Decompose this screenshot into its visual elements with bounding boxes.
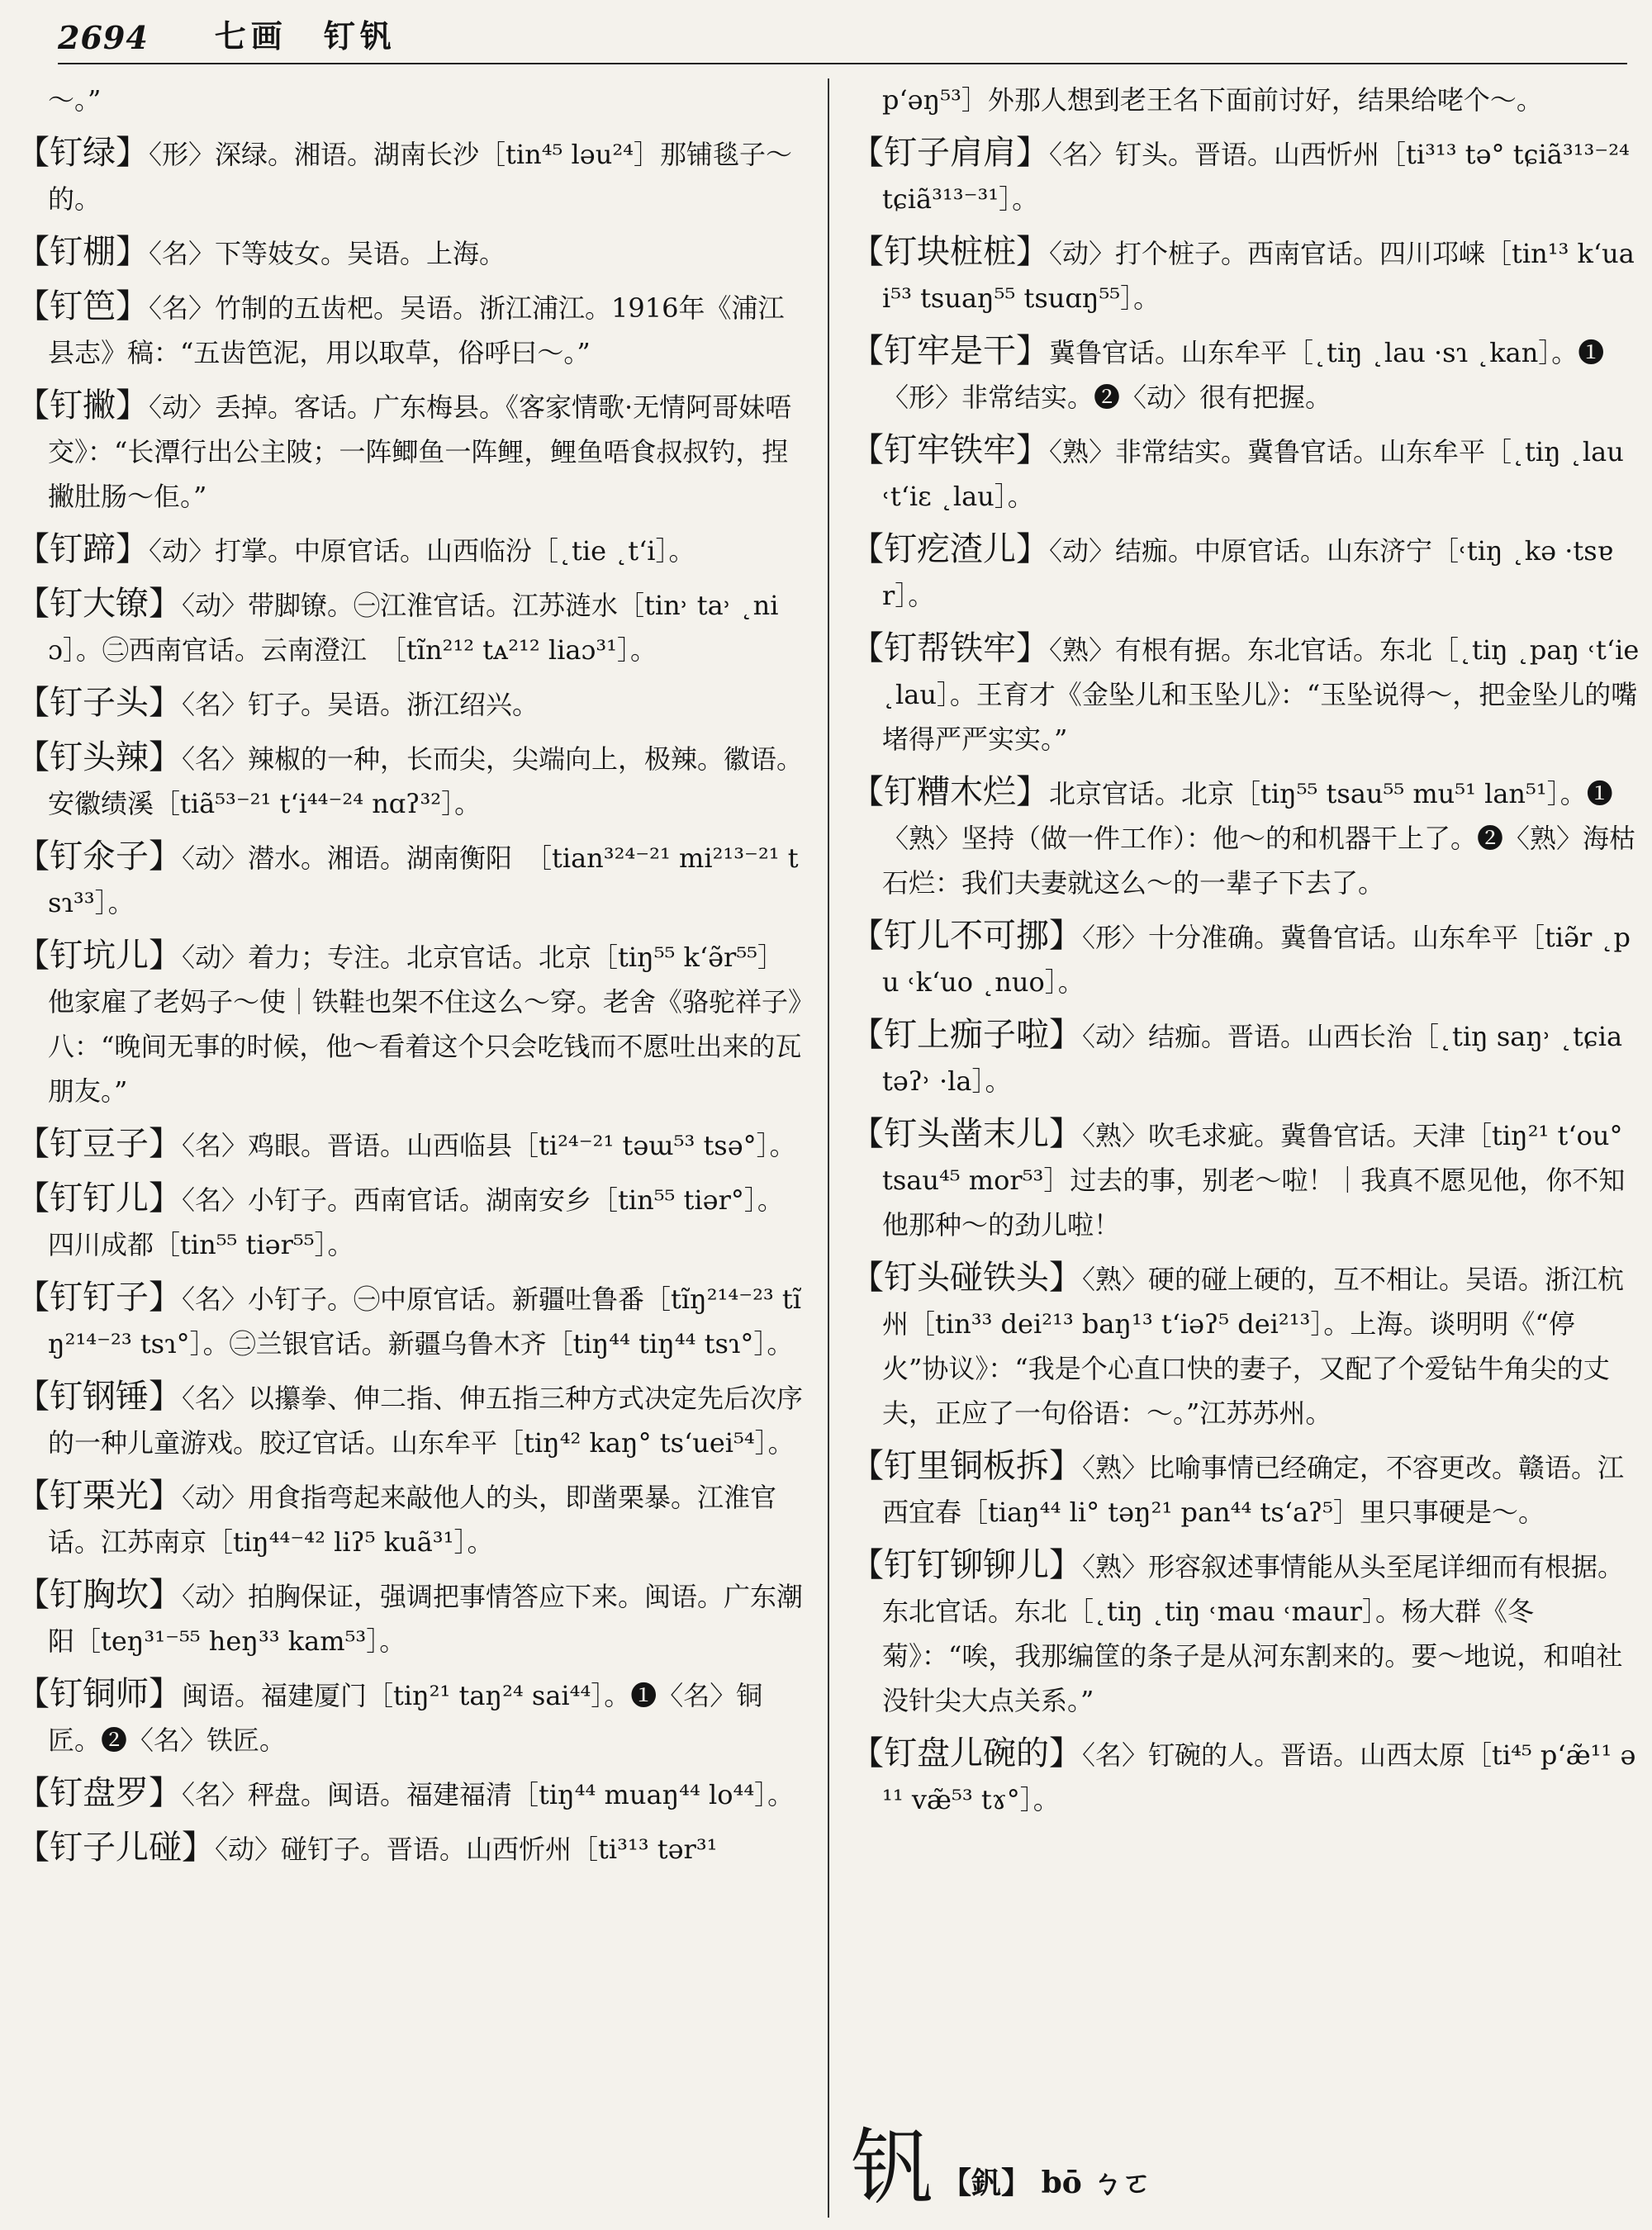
entry-body: 〈熟〉比喻事情已经确定，不容更改。赣语。江西宜春［tiaŋ⁴⁴ li° təŋ²¹ pan⁴⁴ ts‘aʔ⁵］里只事硬是～。 xyxy=(882,1452,1625,1528)
entry-body: 〈名〉竹制的五齿杷。吴语。浙江浦江。1916年《浦江县志》稿：“五齿笆泥，用以取草，俗呼曰～。” xyxy=(48,292,785,368)
entry-headword: 【钉豆子】 xyxy=(17,1125,182,1163)
dictionary-entry xyxy=(17,1672,805,1763)
entry-headword: 【钉帮铁牢】 xyxy=(851,629,1049,667)
entry-headword: 【钉氽子】 xyxy=(17,837,182,875)
dictionary-entry xyxy=(17,1275,805,1366)
entry-headword: 【钉上痂子啦】 xyxy=(851,1016,1082,1054)
entry-headword: 【钉钢锤】 xyxy=(17,1378,182,1416)
dictionary-entry xyxy=(17,933,805,1113)
entry-headword: 【钉盘儿碗的】 xyxy=(851,1734,1082,1772)
character-entry xyxy=(851,2119,1152,2216)
entry-body: 〈熟〉硬的碰上硬的，互不相让。吴语。浙江杭州［tin³³ dei²¹³ baŋ¹³ t‘iəʔ⁵ dei²¹³］。上海。谈明明《“停火”协议》：“我是个心直口快的妻子，又配了个爱钻牛角尖的丈夫，正应了一句俗语：～。”江苏苏州。 xyxy=(882,1264,1625,1429)
zhuyin: ㄅㄛ xyxy=(1092,2166,1152,2200)
dictionary-entry xyxy=(17,230,805,276)
entry-body: 〈动〉打掌。中原官话。山西临汾［˛tie ˛t‘i］。 xyxy=(149,535,695,567)
entry-headword: 【钉子肩肩】 xyxy=(851,134,1049,172)
dictionary-entry xyxy=(851,230,1640,320)
dictionary-entry xyxy=(851,130,1640,221)
right-column xyxy=(851,76,1640,1830)
entry-headword: 【钉头辣】 xyxy=(17,738,182,776)
entry-body: 〈名〉钉子。吴语。浙江绍兴。 xyxy=(182,689,539,720)
entry-body: 〈名〉小钉子。西南官话。湖南安乡［tin⁵⁵ tiər°］。四川成都［tin⁵⁵ tiər⁵⁵］。 xyxy=(48,1184,784,1260)
entry-headword: 【钉绿】 xyxy=(17,134,149,172)
dictionary-entry xyxy=(851,76,1640,122)
dictionary-entry xyxy=(851,428,1640,519)
entry-body: 〈动〉碰钉子。晋语。山西忻州［ti³¹³ tər³¹ xyxy=(215,1834,718,1865)
entry-headword: 【钉胸坎】 xyxy=(17,1576,182,1614)
entry-headword: 【钉头碰铁头】 xyxy=(851,1259,1082,1297)
entry-body: 〈熟〉有根有据。东北官话。东北［˛tiŋ ˛paŋ ˓t‘ie ˛lau］。王育才《金坠儿和玉坠儿》：“玉坠说得～，把金坠儿的嘴堵得严严实实。” xyxy=(882,634,1640,755)
dictionary-entry xyxy=(851,913,1640,1004)
dictionary-entry xyxy=(851,770,1640,905)
dictionary-entry xyxy=(17,1825,805,1872)
entry-body: 〈动〉用食指弯起来敲他人的头，即凿栗暴。江淮官话。江苏南京［tiŋ⁴⁴⁻⁴² liʔ⁵ kuã³¹］。 xyxy=(48,1482,777,1558)
dictionary-entry xyxy=(851,329,1640,420)
pinyin: bō xyxy=(1041,2166,1082,2200)
dictionary-entry xyxy=(851,1112,1640,1247)
entry-body: 北京官话。北京［tiŋ⁵⁵ tsau⁵⁵ mu⁵¹ lan⁵¹］。❶〈熟〉坚持（做一件工作）：他～的和机器干上了。❷〈熟〉海枯石烂：我们夫妻就这么～的一辈子下去了。 xyxy=(882,778,1636,899)
dictionary-entry xyxy=(17,1176,805,1267)
left-column xyxy=(17,76,805,1880)
dictionary-entry xyxy=(17,735,805,826)
dictionary-entry xyxy=(851,1255,1640,1435)
dictionary-entry xyxy=(17,834,805,925)
entry-headword: 【钉子儿碰】 xyxy=(17,1829,215,1867)
entry-headword: 【钉牢铁牢】 xyxy=(851,431,1049,469)
entry-body: 〈形〉十分准确。冀鲁官话。山东牟平［tiə̃r ˛pu ˓k‘uo ˛nuo］。 xyxy=(882,922,1631,998)
dictionary-entry xyxy=(17,1771,805,1817)
dictionary-entry xyxy=(851,1013,1640,1103)
dictionary-entry xyxy=(17,383,805,519)
dictionary-entry xyxy=(17,527,805,573)
entry-headword: 【钉子头】 xyxy=(17,684,182,722)
entry-headword: 【钉大镣】 xyxy=(17,585,182,623)
entry-headword: 【钉铜师】 xyxy=(17,1675,182,1713)
entry-body: 〈名〉钉碗的人。晋语。山西太原［ti⁴⁵ p‘æ̃¹¹ ə¹¹ væ̃⁵³ tɤ°］。 xyxy=(882,1739,1636,1815)
entry-body: 〈名〉秤盘。闽语。福建福清［tiŋ⁴⁴ muaŋ⁴⁴ lo⁴⁴］。 xyxy=(182,1779,795,1810)
entry-body: 〈动〉丢掉。客话。广东梅县。《客家情歌·无情阿哥妹唔交》：“长潭行出公主陂；一阵鲫鱼一阵鲤，鲤鱼唔食叔叔钓，捏撇肚肠～佢。” xyxy=(48,391,792,512)
entry-headword: 【钉块桩桩】 xyxy=(851,233,1049,271)
entry-headword: 【钉笆】 xyxy=(17,287,149,325)
page-header xyxy=(58,15,1627,64)
entry-headword: 【钉儿不可挪】 xyxy=(851,917,1082,955)
entry-body: 闽语。福建厦门［tiŋ²¹ taŋ²⁴ sai⁴⁴］。❶〈名〉铜匠。❷〈名〉铁匠。 xyxy=(48,1680,763,1756)
entry-body: 〈动〉潜水。湘语。湖南衡阳 ［tian³²⁴⁻²¹ mi²¹³⁻²¹ tsɿ³³］。 xyxy=(48,842,799,918)
entry-body: 〈名〉辣椒的一种，长而尖，尖端向上，极辣。徽语。安徽绩溪［tiã⁵³⁻²¹ t‘i⁴⁴⁻²⁴ nɑʔ³²］。 xyxy=(48,743,804,819)
entry-headword: 【钉栗光】 xyxy=(17,1477,182,1515)
column-divider xyxy=(828,78,829,2218)
dictionary-entry xyxy=(851,1444,1640,1535)
entry-headword: 【钉盘罗】 xyxy=(17,1774,182,1812)
dictionary-entry xyxy=(851,626,1640,762)
entry-body: 〈形〉深绿。湘语。湖南长沙［tin⁴⁵ ləu²⁴］那铺毯子～的。 xyxy=(48,139,792,215)
dictionary-entry xyxy=(17,1473,805,1564)
page-number: 2694 xyxy=(58,19,149,56)
entry-headword: 【钉蹄】 xyxy=(17,530,149,568)
dictionary-entry xyxy=(17,1374,805,1465)
dictionary-entry xyxy=(851,1543,1640,1723)
entry-body: 〈动〉带脚镣。㊀江淮官话。江苏涟水［tin˒ ta˒ ˛niɔ］。㊁西南官话。云南澄江 ［tĩn²¹² tᴀ²¹² liaɔ³¹］。 xyxy=(48,590,779,666)
entry-headword: 【钉疙渣儿】 xyxy=(851,530,1049,568)
entry-body: 〈名〉小钉子。㊀中原官话。新疆吐鲁番［tĩŋ²¹⁴⁻²³ tĩŋ²¹⁴⁻²³ tsɿ°］。㊁兰银官话。新疆乌鲁木齐［tiŋ⁴⁴ tiŋ⁴⁴ tsɿ°］。 xyxy=(48,1283,802,1359)
entry-body: 〈动〉结痂。中原官话。山东济宁［˓tiŋ ˛kə ·tsɐr］。 xyxy=(882,535,1613,611)
entry-headword: 【钉里铜板拆】 xyxy=(851,1447,1082,1485)
entry-body: p‘əŋ⁵³］外那人想到老王名下面前讨好，结果给咾个～。 xyxy=(882,84,1543,116)
entry-headword: 【钉钉儿】 xyxy=(17,1179,182,1217)
traditional-form: 【釩】 xyxy=(942,2166,1032,2200)
running-head: 七画 钉钒 xyxy=(214,17,396,55)
dictionary-entry xyxy=(17,76,805,122)
dictionary-entry xyxy=(17,581,805,672)
entry-body: 〈名〉钉头。晋语。山西忻州［ti³¹³ tə° tɕiã³¹³⁻²⁴ tɕiã³¹³⁻³¹］。 xyxy=(882,139,1630,215)
dictionary-entry xyxy=(17,1573,805,1663)
dictionary-entry xyxy=(17,284,805,375)
entry-body: 〈熟〉吹毛求疵。冀鲁官话。天津［tiŋ²¹ t‘ou° tsau⁴⁵ mor⁵³］过去的事，别老～啦！｜我真不愿见他，你不知他那种～的劲儿啦！ xyxy=(882,1120,1626,1241)
entry-headword: 【钉撇】 xyxy=(17,387,149,425)
dictionary-entry xyxy=(17,1122,805,1168)
dictionary-entry xyxy=(17,681,805,727)
entry-headword: 【钉糟木烂】 xyxy=(851,773,1049,811)
entry-headword: 【钉坑儿】 xyxy=(17,937,182,975)
entry-body: ～。” xyxy=(48,84,102,116)
entry-body: 〈熟〉非常结实。冀鲁官话。山东牟平［˛tiŋ ˛lau ˓t‘iɛ ˛lau］。 xyxy=(882,436,1624,512)
entry-body: 〈动〉着力；专注。北京官话。北京［tiŋ⁵⁵ k‘ə̃r⁵⁵］他家雇了老妈子～使｜铁鞋也架不住这么～穿。老舍《骆驼祥子》八：“晚间无事的时候，他～看着这个只会吃钱而不愿吐出来的瓦朋友。” xyxy=(48,942,802,1107)
entry-body: 〈动〉拍胸保证，强调把事情答应下来。闽语。广东潮阳［teŋ³¹⁻⁵⁵ heŋ³³ kam⁵³］。 xyxy=(48,1581,804,1657)
dictionary-entry xyxy=(17,130,805,221)
entry-headword: 【钉牢是干】 xyxy=(851,332,1049,370)
entry-headword: 【钉头凿末儿】 xyxy=(851,1115,1082,1153)
entry-body: 〈动〉结痂。晋语。山西长治［˛tiŋ saŋ˒ ˛tɕia təʔ˒ ·la］。 xyxy=(882,1021,1623,1097)
dictionary-entry xyxy=(851,1731,1640,1822)
entry-headword: 【钉棚】 xyxy=(17,233,149,271)
entry-body: 〈名〉以攥拳、伸二指、伸五指三种方式决定先后次序的一种儿童游戏。胶辽官话。山东牟平［tiŋ⁴² kaŋ° ts‘uei⁵⁴］。 xyxy=(48,1383,804,1459)
entry-body: 〈名〉下等妓女。吴语。上海。 xyxy=(149,238,506,269)
entry-headword: 【钉钉铆铆儿】 xyxy=(851,1546,1082,1584)
entry-headword: 【钉钉子】 xyxy=(17,1279,182,1317)
character-info xyxy=(942,2160,1151,2202)
entry-body: 〈熟〉形容叙述事情能从头至尾详细而有根据。东北官话。东北［˛tiŋ ˛tiŋ ˓mau ˓maur］。杨大群《冬菊》：“唉，我那编筐的条子是从河东割来的。要～地说，和咱社没针尖大点关系。” xyxy=(882,1551,1625,1716)
dictionary-entry xyxy=(851,527,1640,618)
entry-body: 冀鲁官话。山东牟平［˛tiŋ ˛lau ·sɿ ˛kan］。❶〈形〉非常结实。❷〈动〉很有把握。 xyxy=(882,337,1605,413)
head-character: 钒 xyxy=(851,2119,933,2216)
entry-body: 〈动〉打个桩子。西南官话。四川邛崃［tin¹³ k‘uai⁵³ tsuaŋ⁵⁵ tsuɑŋ⁵⁵］。 xyxy=(882,238,1635,314)
entry-body: 〈名〉鸡眼。晋语。山西临县［ti²⁴⁻²¹ təɯ⁵³ tsə°］。 xyxy=(182,1130,796,1161)
